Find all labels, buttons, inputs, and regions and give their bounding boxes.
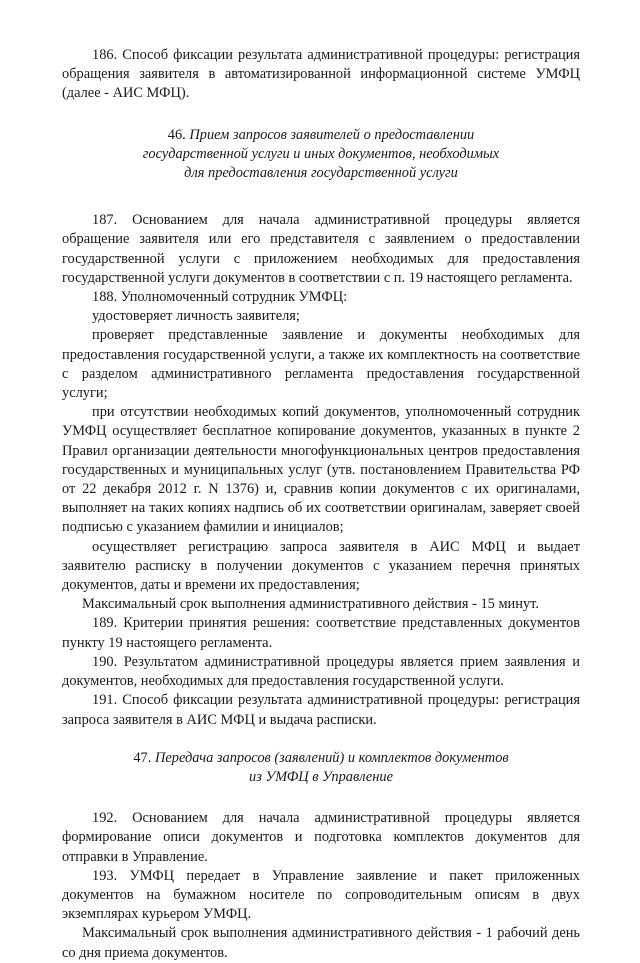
section-47-title-line-2: из УМФЦ в Управление	[249, 768, 393, 785]
paragraph-191: 191. Способ фиксации результата административной процедуры: регистрация запроса заявителя в АИС МФЦ и выдача расписки.	[62, 692, 580, 728]
paragraph-188-item-3: при отсутствии необходимых копий документов, уполномоченный сотрудник УМФЦ осуществляет бесплатное копирование документов, указанных в пункте 2 Правил организации деятельности многофункциональных центров предоставления государственных и муниципальных услуг (утв. постановлением Правительства РФ от 22 декабря 2012 г. N 1376) и, сравнив копии документов с их оригиналами, выполняет на таких копиях надпись об их соответствии оригиналам, заверяет своей подписью с указанием фамилии и инициалов;	[62, 404, 580, 536]
paragraph-188: 188. Уполномоченный сотрудник УМФЦ:	[92, 289, 348, 306]
paragraph-188-deadline: Максимальный срок выполнения административного действия - 15 минут.	[82, 596, 539, 613]
section-47-heading	[62, 749, 580, 787]
section-46-title-line-3: для предоставления государственной услуги	[184, 165, 458, 182]
section-47-title-line-1: Передача запросов (заявлений) и комплектов документов	[154, 749, 509, 766]
paragraph-188-item-4: осуществляет регистрацию запроса заявителя в АИС МФЦ и выдает заявителю расписку в получении документов с указанием перечня принятых документов, даты и времени их предоставления;	[62, 538, 580, 594]
paragraph-193: 193. УМФЦ передает в Управление заявление и пакет приложенных документов на бумажном носителе по сопроводительным описям в двух экземплярах курьером УМФЦ.	[62, 867, 580, 923]
section-46-number: 46.	[167, 126, 186, 143]
paragraph-187: 187. Основанием для начала административной процедуры является обращение заявителя или его представителя с заявлением о предоставлении государственной услуги с приложением необходимых для предоставления государственной услуги документов в соответствии с п. 19 настоящего регламента.	[62, 212, 580, 286]
paragraph-186: 186. Способ фиксации результата административной процедуры: регистрация обращения заявителя в автоматизированной информационной системе УМФЦ (далее - АИС МФЦ).	[62, 47, 580, 102]
paragraph-193-deadline: Максимальный срок выполнения административного действия - 1 рабочий день со дня приема документов.	[62, 925, 580, 961]
section-46-title-line-2: государственной услуги и иных документов, необходимых	[142, 145, 500, 162]
paragraph-188-item-1: удостоверяет личность заявителя;	[92, 308, 300, 325]
paragraph-190: 190. Результатом административной процедуры является прием заявления и документов, необходимых для предоставления государственной услуги.	[62, 653, 580, 690]
paragraph-188-item-2: проверяет представленные заявление и документы необходимых для предоставления государственной услуги, а также их комплектность на соответствие с разделом административного регламента предоставления государственной услуги;	[62, 327, 580, 402]
paragraph-189: 189. Критерии принятия решения: соответствие представленных документов пункту 19 настоящего регламента.	[62, 615, 580, 651]
section-47-number: 47.	[133, 749, 152, 766]
section-46-title-line-1: Прием запросов заявителей о предоставлении	[189, 126, 475, 143]
paragraph-192: 192. Основанием для начала административной процедуры является формирование описи документов и подготовка комплектов документов для отправки в Управление.	[62, 810, 580, 865]
document-body	[62, 46, 580, 963]
section-46-heading	[62, 126, 580, 184]
